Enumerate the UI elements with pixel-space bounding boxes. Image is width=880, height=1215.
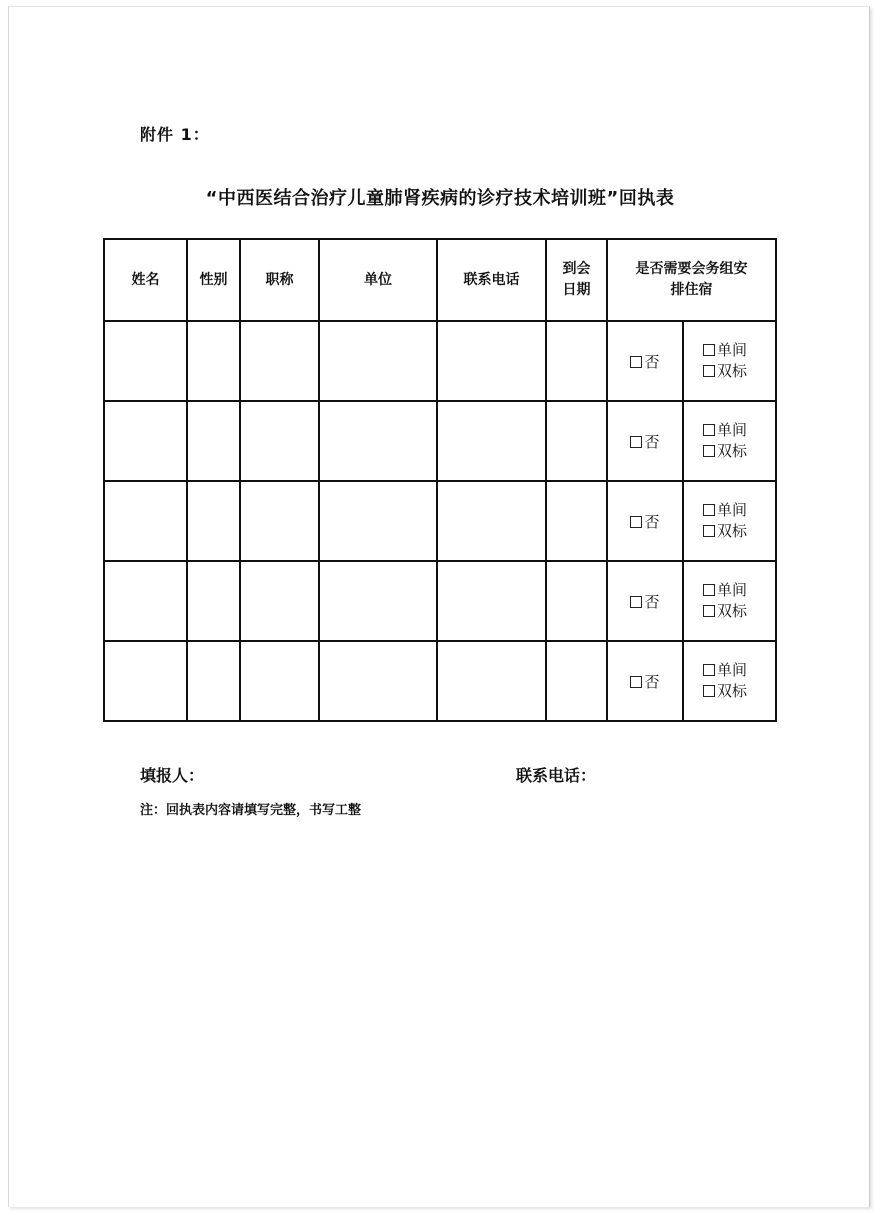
checkbox-icon[interactable] bbox=[703, 584, 715, 596]
header-job-title: 职称 bbox=[240, 239, 319, 321]
double-room-option[interactable] bbox=[684, 681, 775, 702]
double-room-label: 双标 bbox=[717, 602, 748, 620]
checkbox-icon[interactable] bbox=[703, 445, 715, 457]
cell-phone[interactable] bbox=[437, 641, 546, 721]
cell-unit[interactable] bbox=[319, 561, 437, 641]
checkbox-icon[interactable] bbox=[703, 605, 715, 617]
double-room-label: 双标 bbox=[717, 362, 748, 380]
cell-phone[interactable] bbox=[437, 321, 546, 401]
header-lodging-line1: 是否需要会务组安 bbox=[635, 261, 748, 277]
cell-unit[interactable] bbox=[319, 481, 437, 561]
cell-unit[interactable] bbox=[319, 641, 437, 721]
double-room-option[interactable] bbox=[684, 521, 775, 542]
cell-gender[interactable] bbox=[187, 641, 240, 721]
single-room-label: 单间 bbox=[717, 581, 748, 599]
cell-job-title[interactable] bbox=[240, 401, 319, 481]
table-row bbox=[104, 401, 776, 481]
checkbox-icon[interactable] bbox=[630, 516, 642, 528]
cell-arrival[interactable] bbox=[546, 641, 607, 721]
cell-name[interactable] bbox=[104, 641, 187, 721]
header-arrival-line2: 日期 bbox=[562, 282, 591, 298]
cell-name[interactable] bbox=[104, 561, 187, 641]
checkbox-icon[interactable] bbox=[703, 685, 715, 697]
no-option-label: 否 bbox=[644, 592, 660, 611]
table-row bbox=[104, 641, 776, 721]
cell-unit[interactable] bbox=[319, 401, 437, 481]
cell-arrival[interactable] bbox=[546, 561, 607, 641]
cell-job-title[interactable] bbox=[240, 321, 319, 401]
cell-job-title[interactable] bbox=[240, 481, 319, 561]
checkbox-icon[interactable] bbox=[703, 504, 715, 516]
checkbox-icon[interactable] bbox=[703, 424, 715, 436]
cell-gender[interactable] bbox=[187, 401, 240, 481]
lodging-room-options bbox=[683, 641, 776, 721]
cell-phone[interactable] bbox=[437, 401, 546, 481]
single-room-label: 单间 bbox=[717, 501, 748, 519]
receipt-table bbox=[103, 238, 777, 722]
header-arrival-date bbox=[546, 239, 607, 321]
cell-arrival[interactable] bbox=[546, 321, 607, 401]
cell-gender[interactable] bbox=[187, 481, 240, 561]
double-room-label: 双标 bbox=[717, 442, 748, 460]
checkbox-icon[interactable] bbox=[703, 365, 715, 377]
single-room-option[interactable] bbox=[684, 420, 775, 441]
checkbox-icon[interactable] bbox=[630, 356, 642, 368]
double-room-option[interactable] bbox=[684, 601, 775, 622]
form-title: “中西医结合治疗儿童肺肾疾病的诊疗技术培训班”回执表 bbox=[205, 188, 675, 209]
annex-label: 附件 1： bbox=[140, 125, 210, 144]
cell-gender[interactable] bbox=[187, 321, 240, 401]
table-row bbox=[104, 561, 776, 641]
header-unit: 单位 bbox=[319, 239, 437, 321]
lodging-no-option[interactable] bbox=[607, 561, 683, 641]
header-lodging-line2: 排住宿 bbox=[670, 282, 713, 298]
cell-job-title[interactable] bbox=[240, 641, 319, 721]
no-option[interactable] bbox=[630, 431, 659, 452]
header-row bbox=[104, 239, 776, 321]
double-room-label: 双标 bbox=[717, 682, 748, 700]
double-room-option[interactable] bbox=[684, 441, 775, 462]
no-option[interactable] bbox=[630, 511, 659, 532]
header-phone: 联系电话 bbox=[437, 239, 546, 321]
lodging-room-options bbox=[683, 321, 776, 401]
header-name: 姓名 bbox=[104, 239, 187, 321]
cell-phone[interactable] bbox=[437, 481, 546, 561]
no-option-label: 否 bbox=[644, 512, 660, 531]
cell-unit[interactable] bbox=[319, 321, 437, 401]
no-option-label: 否 bbox=[644, 432, 660, 451]
checkbox-icon[interactable] bbox=[630, 436, 642, 448]
lodging-no-option[interactable] bbox=[607, 481, 683, 561]
table-row bbox=[104, 321, 776, 401]
table-row bbox=[104, 481, 776, 561]
single-room-label: 单间 bbox=[717, 341, 748, 359]
cell-name[interactable] bbox=[104, 481, 187, 561]
no-option[interactable] bbox=[630, 351, 659, 372]
cell-arrival[interactable] bbox=[546, 401, 607, 481]
checkbox-icon[interactable] bbox=[703, 525, 715, 537]
cell-arrival[interactable] bbox=[546, 481, 607, 561]
lodging-no-option[interactable] bbox=[607, 641, 683, 721]
checkbox-icon[interactable] bbox=[630, 596, 642, 608]
lodging-no-option[interactable] bbox=[607, 321, 683, 401]
no-option[interactable] bbox=[630, 671, 659, 692]
cell-name[interactable] bbox=[104, 401, 187, 481]
checkbox-icon[interactable] bbox=[703, 344, 715, 356]
double-room-option[interactable] bbox=[684, 361, 775, 382]
cell-gender[interactable] bbox=[187, 561, 240, 641]
cell-name[interactable] bbox=[104, 321, 187, 401]
checkbox-icon[interactable] bbox=[703, 664, 715, 676]
single-room-label: 单间 bbox=[717, 421, 748, 439]
single-room-option[interactable] bbox=[684, 340, 775, 361]
lodging-room-options bbox=[683, 481, 776, 561]
form-note: 注：回执表内容请填写完整，书写工整 bbox=[140, 803, 362, 818]
header-lodging bbox=[607, 239, 776, 321]
lodging-room-options bbox=[683, 561, 776, 641]
lodging-room-options bbox=[683, 401, 776, 481]
single-room-option[interactable] bbox=[684, 500, 775, 521]
single-room-label: 单间 bbox=[717, 661, 748, 679]
lodging-no-option[interactable] bbox=[607, 401, 683, 481]
cell-phone[interactable] bbox=[437, 561, 546, 641]
double-room-label: 双标 bbox=[717, 522, 748, 540]
header-arrival-line1: 到会 bbox=[562, 261, 591, 277]
contact-phone-label: 联系电话： bbox=[516, 766, 597, 785]
no-option-label: 否 bbox=[644, 672, 660, 691]
header-gender: 性别 bbox=[187, 239, 240, 321]
single-room-option[interactable] bbox=[684, 580, 775, 601]
no-option-label: 否 bbox=[644, 352, 660, 371]
cell-job-title[interactable] bbox=[240, 561, 319, 641]
single-room-option[interactable] bbox=[684, 660, 775, 681]
checkbox-icon[interactable] bbox=[630, 676, 642, 688]
filler-label: 填报人： bbox=[140, 766, 205, 785]
no-option[interactable] bbox=[630, 591, 659, 612]
